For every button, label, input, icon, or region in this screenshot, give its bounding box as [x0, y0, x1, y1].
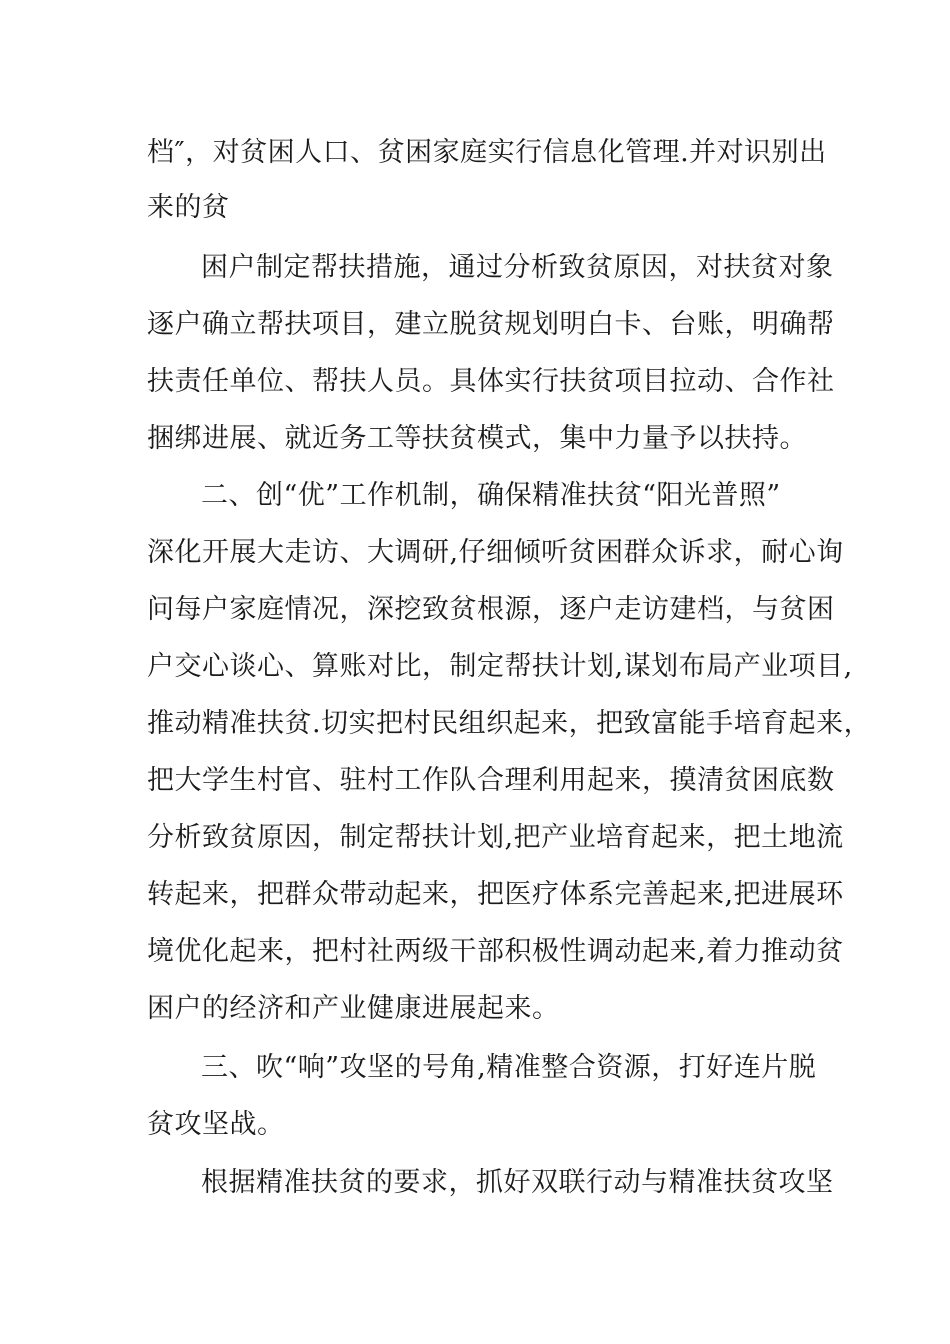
text-line-7: 二、创“优”工作机制，确保精准扶贫“阳光普照”: [201, 480, 781, 511]
text-line-3: 困户制定帮扶措施，通过分析致贫原因，对扶贫对象: [201, 252, 834, 283]
text-line-4: 逐户确立帮扶项目，建立脱贫规划明白卡、台账，明确帮: [147, 309, 835, 340]
text-line-5: 扶责任单位、帮扶人员。具体实行扶贫项目拉动、合作社: [147, 366, 835, 397]
text-line-12: 把大学生村官、驻村工作队合理利用起来，摸清贫困底数: [147, 765, 835, 796]
text-line-17: 三、吹“响”攻坚的号角,精准整合资源，打好连片脱: [201, 1052, 817, 1083]
text-line-13: 分析致贫原因，制定帮扶计划,把产业培育起来，把土地流: [147, 822, 844, 853]
text-line-15: 境优化起来，把村社两级干部积极性调动起来,着力推动贫: [147, 936, 844, 967]
text-line-14: 转起来，把群众带动起来，把医疗体系完善起来,把进展环: [147, 879, 844, 910]
text-line-11: 推动精准扶贫.切实把村民组织起来，把致富能手培育起来，: [147, 708, 872, 739]
text-line-18: 贫攻坚战。: [147, 1109, 285, 1140]
text-line-8: 深化开展大走访、大调研,仔细倾听贫困群众诉求，耐心询: [147, 537, 844, 568]
text-line-6: 捆绑进展、就近务工等扶贫模式，集中力量予以扶持。: [147, 423, 807, 454]
text-line-19: 根据精准扶贫的要求，抓好双联行动与精准扶贫攻坚: [201, 1167, 834, 1198]
text-line-2: 来的贫: [147, 192, 230, 223]
text-line-16: 困户的经济和产业健康进展起来。: [147, 993, 560, 1024]
text-line-9: 问每户家庭情况，深挖致贫根源，逐户走访建档，与贫困: [147, 594, 835, 625]
text-line-1: 档″，对贫困人口、贫困家庭实行信息化管理.并对识别出: [147, 137, 827, 168]
text-line-10: 户交心谈心、算账对比，制定帮扶计划,谋划布局产业项目,: [147, 651, 853, 682]
